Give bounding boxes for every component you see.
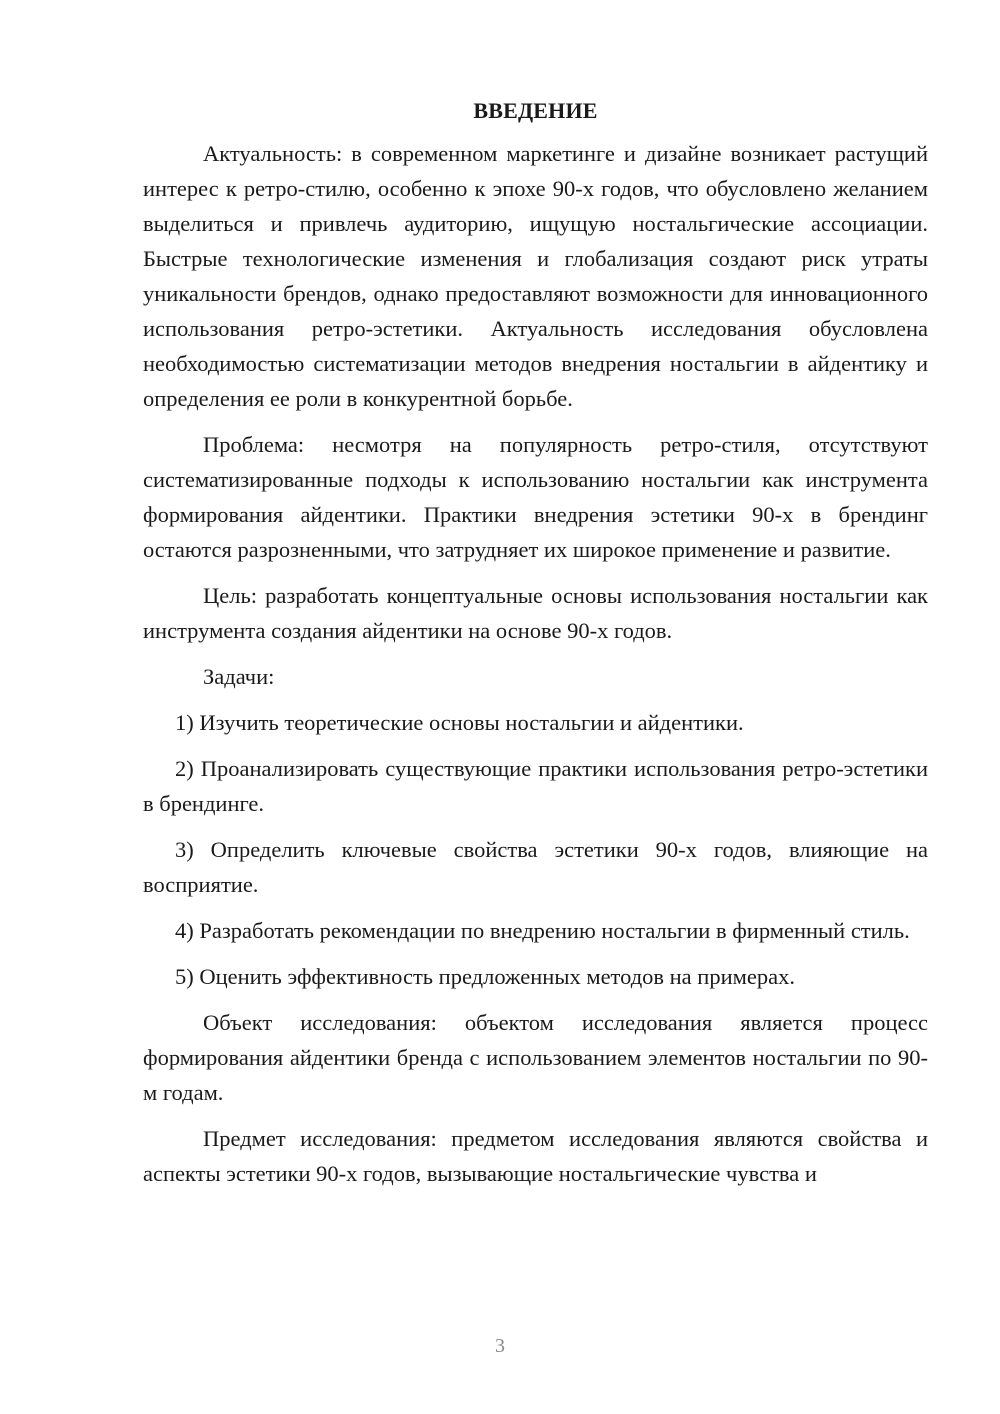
task-item: 1) Изучить теоретические основы ностальгии и айдентики. (175, 710, 744, 735)
paragraph-relevance: Актуальность: в современном маркетинге и дизайне возникает растущий интерес к ретро-стилю, особенно к эпохе 90-х годов, что обусловлено желанием выделиться и привлечь аудиторию, ищущую ностальгические ассоциации. Быстрые технологические изменения и глобализация создают риск утраты уникальности брендов, однако предоставляют возможности для инновационного использования ретро-эстетики. Актуальность исследования обусловлена необходимостью систематизации методов внедрения ностальгии в айдентику и определения ее роли в конкурентной борьбе. (143, 141, 928, 411)
paragraph-subject: Предмет исследования: предметом исследования являются свойства и аспекты эстетики 90-х годов, вызывающие ностальгические чувства и (143, 1126, 928, 1186)
task-item: 2) Проанализировать существующие практики использования ретро-эстетики в брендинге. (143, 756, 928, 816)
task-item: 3) Определить ключевые свойства эстетики 90-х годов, влияющие на восприятие. (143, 837, 928, 897)
paragraph-problem: Проблема: несмотря на популярность ретро-стиля, отсутствуют систематизированные подходы к использованию ностальгии как инструмента формирования айдентики. Практики внедрения эстетики 90-х в брендинг остаются разрозненными, что затрудняет их широкое применение и развитие. (143, 432, 928, 562)
document-body (143, 95, 928, 1202)
paragraph-goal: Цель: разработать концептуальные основы использования ностальгии как инструмента создания айдентики на основе 90-х годов. (143, 583, 928, 643)
task-item: 4) Разработать рекомендации по внедрению ностальгии в фирменный стиль. (175, 918, 910, 943)
section-title: ВВЕДЕНИЕ (473, 98, 598, 123)
task-item: 5) Оценить эффективность предложенных методов на примерах. (175, 964, 795, 989)
tasks-heading: Задачи: (203, 664, 275, 689)
paragraph-object: Объект исследования: объектом исследования является процесс формирования айдентики бренда с использованием элементов ностальгии по 90-м годам. (143, 1010, 928, 1105)
page-number: 3 (495, 1335, 505, 1357)
